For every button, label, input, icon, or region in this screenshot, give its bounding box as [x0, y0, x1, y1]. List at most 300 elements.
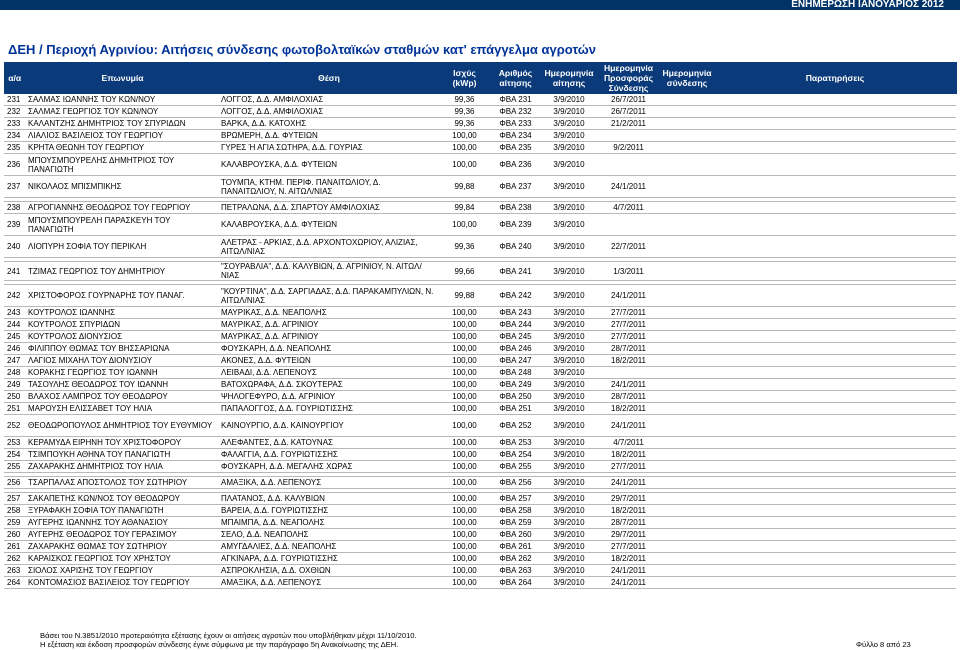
cell-remarks — [714, 106, 956, 118]
cell-app-number: ΦΒΑ 258 — [490, 505, 541, 517]
cell-app-date: 3/9/2010 — [541, 285, 597, 307]
table-row — [4, 403, 956, 415]
cell-location: ΣΕΛΟ, Δ.Δ. ΝΕΑΠΟΛΗΣ — [219, 529, 439, 541]
cell-remarks — [714, 202, 956, 214]
cell-name: ΚΑΡΑΙΣΚΟΣ ΓΕΩΡΓΙΟΣ ΤΟΥ ΧΡΗΣΤΟΥ — [26, 553, 219, 565]
cell-app-date: 3/9/2010 — [541, 415, 597, 437]
cell-remarks — [714, 142, 956, 154]
cell-connection-date — [660, 142, 714, 154]
table-header-row — [4, 62, 956, 94]
table-row — [4, 130, 956, 142]
table-row — [4, 202, 956, 214]
table-row — [4, 449, 956, 461]
cell-app-date: 3/9/2010 — [541, 130, 597, 142]
cell-aa: 255 — [4, 461, 26, 473]
cell-offer-date: 24/1/2011 — [597, 415, 660, 437]
cell-app-number: ΦΒΑ 250 — [490, 391, 541, 403]
table-row — [4, 106, 956, 118]
table-row — [4, 461, 956, 473]
table-row — [4, 391, 956, 403]
cell-power: 99,36 — [439, 94, 490, 106]
cell-app-date: 3/9/2010 — [541, 214, 597, 236]
cell-remarks — [714, 391, 956, 403]
cell-app-date: 3/9/2010 — [541, 437, 597, 449]
cell-location: "ΚΟΥΡΤΙΝΑ", Δ.Δ. ΣΑΡΓΙΑΔΑΣ, Δ.Δ. ΠΑΡΑΚΑΜΠΥΛΙΩΝ, Ν. ΑΙΤΩΛ/ΝΙΑΣ — [219, 285, 439, 307]
cell-name: ΖΑΧΑΡΑΚΗΣ ΔΗΜΗΤΡΙΟΣ ΤΟΥ ΗΛΙΑ — [26, 461, 219, 473]
cell-app-date: 3/9/2010 — [541, 319, 597, 331]
cell-power: 100,00 — [439, 343, 490, 355]
table-row — [4, 307, 956, 319]
cell-connection-date — [660, 505, 714, 517]
col-header-name: Επωνυμία — [26, 62, 219, 94]
cell-app-number: ΦΒΑ 256 — [490, 477, 541, 489]
table-row — [4, 214, 956, 236]
cell-connection-date — [660, 541, 714, 553]
cell-offer-date: 24/1/2011 — [597, 379, 660, 391]
cell-location: ΠΕΤΡΑΛΩΝΑ, Δ.Δ. ΣΠΑΡΤΟΥ ΑΜΦΙΛΟΧΙΑΣ — [219, 202, 439, 214]
applications-table — [4, 62, 957, 589]
cell-name: ΚΟΡΑΚΗΣ ΓΕΩΡΓΙΟΣ ΤΟΥ ΙΩΑΝΝΗ — [26, 367, 219, 379]
cell-app-number: ΦΒΑ 254 — [490, 449, 541, 461]
cell-aa: 263 — [4, 565, 26, 577]
cell-power: 100,00 — [439, 553, 490, 565]
update-label: ΕΝΗΜΕΡΩΣΗ ΙΑΝΟΥΑΡΙΟΣ 2012 — [791, 0, 944, 10]
table-row — [4, 142, 956, 154]
cell-name: ΤΣΑΡΠΑΛΑΣ ΑΠΟΣΤΟΛΟΣ ΤΟΥ ΣΩΤΗΡΙΟΥ — [26, 477, 219, 489]
cell-app-date: 3/9/2010 — [541, 176, 597, 198]
cell-app-number: ΦΒΑ 231 — [490, 94, 541, 106]
cell-offer-date: 27/7/2011 — [597, 541, 660, 553]
cell-connection-date — [660, 553, 714, 565]
cell-app-date: 3/9/2010 — [541, 367, 597, 379]
cell-location: ΑΜΑΞΙΚΑ, Δ.Δ. ΛΕΠΕΝΟΥΣ — [219, 577, 439, 589]
cell-location: ΦΟΥΣΚΑΡΗ, Δ.Δ. ΜΕΓΑΛΗΣ ΧΩΡΑΣ — [219, 461, 439, 473]
table-row — [4, 415, 956, 437]
cell-name: ΝΙΚΟΛΑΟΣ ΜΠΙΣΜΠΙΚΗΣ — [26, 176, 219, 198]
cell-location: ΒΑΤΟΧΩΡΑΦΑ, Δ.Δ. ΣΚΟΥΤΕΡΑΣ — [219, 379, 439, 391]
cell-offer-date: 24/1/2011 — [597, 477, 660, 489]
table-row — [4, 437, 956, 449]
cell-location: ΠΑΠΑΛΟΓΓΟΣ, Δ.Δ. ΓΟΥΡΙΩΤΙΣΣΗΣ — [219, 403, 439, 415]
cell-app-date: 3/9/2010 — [541, 565, 597, 577]
table-row — [4, 94, 956, 106]
cell-app-date: 3/9/2010 — [541, 106, 597, 118]
cell-aa: 264 — [4, 577, 26, 589]
cell-power: 100,00 — [439, 505, 490, 517]
cell-aa: 236 — [4, 154, 26, 176]
cell-location: ΒΡΩΜΕΡΗ, Δ.Δ. ΦΥΤΕΙΩΝ — [219, 130, 439, 142]
table-row — [4, 343, 956, 355]
cell-location: ΑΚΟΝΕΣ, Δ.Δ. ΦΥΤΕΙΩΝ — [219, 355, 439, 367]
cell-aa: 249 — [4, 379, 26, 391]
cell-offer-date: 27/7/2011 — [597, 461, 660, 473]
cell-app-date: 3/9/2010 — [541, 154, 597, 176]
cell-app-date: 3/9/2010 — [541, 142, 597, 154]
cell-aa: 234 — [4, 130, 26, 142]
cell-remarks — [714, 437, 956, 449]
cell-connection-date — [660, 437, 714, 449]
cell-remarks — [714, 176, 956, 198]
cell-app-number: ΦΒΑ 261 — [490, 541, 541, 553]
table-row — [4, 517, 956, 529]
cell-aa: 259 — [4, 517, 26, 529]
cell-power: 100,00 — [439, 415, 490, 437]
table-row — [4, 565, 956, 577]
cell-remarks — [714, 285, 956, 307]
cell-location: ΦΟΥΣΚΑΡΗ, Δ.Δ. ΝΕΑΠΟΛΗΣ — [219, 343, 439, 355]
cell-aa: 235 — [4, 142, 26, 154]
cell-name: ΣΑΛΜΑΣ ΓΕΩΡΓΙΟΣ ΤΟΥ ΚΩΝ/ΝΟΥ — [26, 106, 219, 118]
cell-power: 99,84 — [439, 202, 490, 214]
cell-app-date: 3/9/2010 — [541, 403, 597, 415]
cell-offer-date: 26/7/2011 — [597, 94, 660, 106]
cell-name: ΑΥΓΕΡΗΣ ΘΕΟΔΩΡΟΣ ΤΟΥ ΓΕΡΑΣΙΜΟΥ — [26, 529, 219, 541]
col-header-remarks: Παρατηρήσεις — [714, 62, 956, 94]
cell-remarks — [714, 529, 956, 541]
cell-connection-date — [660, 202, 714, 214]
cell-aa: 252 — [4, 415, 26, 437]
cell-remarks — [714, 461, 956, 473]
cell-offer-date — [597, 154, 660, 176]
cell-aa: 250 — [4, 391, 26, 403]
table-row — [4, 493, 956, 505]
cell-name: ΣΙΟΛΟΣ ΧΑΡΙΣΗΣ ΤΟΥ ΓΕΩΡΓΙΟΥ — [26, 565, 219, 577]
cell-location: ΦΑΛΑΓΓΙΑ, Δ.Δ. ΓΟΥΡΙΩΤΙΣΣΗΣ — [219, 449, 439, 461]
cell-aa: 253 — [4, 437, 26, 449]
cell-app-number: ΦΒΑ 260 — [490, 529, 541, 541]
cell-aa: 248 — [4, 367, 26, 379]
cell-power: 100,00 — [439, 379, 490, 391]
cell-offer-date: 24/1/2011 — [597, 577, 660, 589]
table-row — [4, 285, 956, 307]
cell-power: 100,00 — [439, 307, 490, 319]
cell-app-number: ΦΒΑ 242 — [490, 285, 541, 307]
cell-power: 100,00 — [439, 214, 490, 236]
table-row — [4, 541, 956, 553]
cell-app-date: 3/9/2010 — [541, 529, 597, 541]
col-header-offer-date: Ημερομηνία Προσφοράς Σύνδεσης — [597, 62, 660, 94]
cell-app-date: 3/9/2010 — [541, 477, 597, 489]
cell-aa: 240 — [4, 236, 26, 258]
cell-app-number: ΦΒΑ 236 — [490, 154, 541, 176]
cell-remarks — [714, 577, 956, 589]
table-row — [4, 176, 956, 198]
cell-connection-date — [660, 285, 714, 307]
cell-connection-date — [660, 343, 714, 355]
cell-connection-date — [660, 118, 714, 130]
cell-aa: 232 — [4, 106, 26, 118]
cell-remarks — [714, 517, 956, 529]
cell-connection-date — [660, 461, 714, 473]
cell-connection-date — [660, 379, 714, 391]
col-header-aa: α/α — [4, 62, 26, 94]
cell-remarks — [714, 214, 956, 236]
cell-remarks — [714, 379, 956, 391]
cell-offer-date: 18/2/2011 — [597, 553, 660, 565]
cell-name: ΑΥΓΕΡΗΣ ΙΩΑΝΝΗΣ ΤΟΥ ΑΘΑΝΑΣΙΟΥ — [26, 517, 219, 529]
cell-offer-date: 29/7/2011 — [597, 493, 660, 505]
cell-app-date: 3/9/2010 — [541, 505, 597, 517]
cell-remarks — [714, 477, 956, 489]
cell-app-number: ΦΒΑ 240 — [490, 236, 541, 258]
cell-location: ΑΣΠΡΟΚΛΗΣΙΑ, Δ.Δ. ΟΧΘΙΩΝ — [219, 565, 439, 577]
cell-app-number: ΦΒΑ 246 — [490, 343, 541, 355]
cell-remarks — [714, 154, 956, 176]
cell-aa: 244 — [4, 319, 26, 331]
cell-name: ΚΟΥΤΡΟΛΟΣ ΔΙΟΝΥΣΙΟΣ — [26, 331, 219, 343]
cell-connection-date — [660, 517, 714, 529]
cell-offer-date: 27/7/2011 — [597, 307, 660, 319]
cell-location: ΓΥΡΕΣ Ή ΑΓΙΑ ΣΩΤΗΡΑ, Δ.Δ. ΓΟΥΡΙΑΣ — [219, 142, 439, 154]
footer-note-1: Βάσει του Ν.3851/2010 προτεραιότητα εξέτασης έχουν οι αιτήσεις αγροτών που υποβλήθηκαν μέχρι 11/10/2010. — [40, 631, 417, 640]
table-row — [4, 118, 956, 130]
cell-offer-date: 26/7/2011 — [597, 106, 660, 118]
cell-power: 99,36 — [439, 118, 490, 130]
cell-location: ΛΕΙΒΑΔΙ, Δ.Δ. ΛΕΠΕΝΟΥΣ — [219, 367, 439, 379]
cell-power: 100,00 — [439, 477, 490, 489]
cell-connection-date — [660, 106, 714, 118]
cell-connection-date — [660, 565, 714, 577]
cell-app-number: ΦΒΑ 244 — [490, 319, 541, 331]
cell-offer-date: 18/2/2011 — [597, 403, 660, 415]
cell-connection-date — [660, 176, 714, 198]
cell-remarks — [714, 355, 956, 367]
cell-app-number: ΦΒΑ 249 — [490, 379, 541, 391]
cell-name: ΑΓΡΟΓΙΑΝΝΗΣ ΘΕΟΔΩΡΟΣ ΤΟΥ ΓΕΩΡΓΙΟΥ — [26, 202, 219, 214]
cell-offer-date: 29/7/2011 — [597, 529, 660, 541]
cell-remarks — [714, 307, 956, 319]
cell-offer-date: 28/7/2011 — [597, 517, 660, 529]
table-row — [4, 262, 956, 281]
cell-aa: 243 — [4, 307, 26, 319]
cell-location: ΨΗΛΟΓΕΦΥΡΟ, Δ.Δ. ΑΓΡΙΝΙΟΥ — [219, 391, 439, 403]
cell-aa: 258 — [4, 505, 26, 517]
cell-name: ΛΙΟΠΥΡΗ ΣΟΦΙΑ ΤΟΥ ΠΕΡΙΚΛΗ — [26, 236, 219, 258]
cell-offer-date: 27/7/2011 — [597, 319, 660, 331]
cell-power: 100,00 — [439, 541, 490, 553]
cell-aa: 237 — [4, 176, 26, 198]
cell-app-number: ΦΒΑ 232 — [490, 106, 541, 118]
cell-remarks — [714, 236, 956, 258]
cell-app-date: 3/9/2010 — [541, 94, 597, 106]
cell-remarks — [714, 94, 956, 106]
table-row — [4, 154, 956, 176]
cell-power: 100,00 — [439, 577, 490, 589]
cell-remarks — [714, 130, 956, 142]
cell-offer-date: 18/2/2011 — [597, 449, 660, 461]
cell-app-date: 3/9/2010 — [541, 307, 597, 319]
cell-app-number: ΦΒΑ 259 — [490, 517, 541, 529]
cell-app-date: 3/9/2010 — [541, 118, 597, 130]
cell-name: ΚΟΥΤΡΟΛΟΣ ΙΩΑΝΝΗΣ — [26, 307, 219, 319]
cell-remarks — [714, 262, 956, 281]
cell-app-number: ΦΒΑ 253 — [490, 437, 541, 449]
cell-offer-date — [597, 367, 660, 379]
cell-name: ΚΑΛΑΝΤΖΗΣ ΔΗΜΗΤΡΙΟΣ ΤΟΥ ΣΠΥΡΙΔΩΝ — [26, 118, 219, 130]
cell-remarks — [714, 343, 956, 355]
cell-aa: 256 — [4, 477, 26, 489]
cell-app-number: ΦΒΑ 238 — [490, 202, 541, 214]
table-row — [4, 367, 956, 379]
cell-offer-date — [597, 214, 660, 236]
cell-remarks — [714, 118, 956, 130]
cell-aa: 246 — [4, 343, 26, 355]
cell-name: ΚΡΗΤΑ ΘΕΩΝΗ ΤΟΥ ΓΕΩΡΓΙΟΥ — [26, 142, 219, 154]
page-title: ΔΕΗ / Περιοχή Αγρινίου: Αιτήσεις σύνδεσης φωτοβολταϊκών σταθμών κατ' επάγγελμα αγροτών — [8, 42, 597, 57]
cell-app-date: 3/9/2010 — [541, 541, 597, 553]
cell-app-date: 3/9/2010 — [541, 449, 597, 461]
cell-app-number: ΦΒΑ 239 — [490, 214, 541, 236]
cell-power: 100,00 — [439, 355, 490, 367]
cell-power: 99,66 — [439, 262, 490, 281]
cell-app-date: 3/9/2010 — [541, 343, 597, 355]
cell-power: 99,88 — [439, 176, 490, 198]
cell-connection-date — [660, 577, 714, 589]
cell-aa: 233 — [4, 118, 26, 130]
cell-power: 100,00 — [439, 319, 490, 331]
cell-remarks — [714, 367, 956, 379]
cell-offer-date: 28/7/2011 — [597, 391, 660, 403]
cell-app-number: ΦΒΑ 252 — [490, 415, 541, 437]
cell-location: ΜΑΥΡΙΚΑΣ, Δ.Δ. ΑΓΡΙΝΙΟΥ — [219, 331, 439, 343]
cell-aa: 231 — [4, 94, 26, 106]
cell-power: 99,36 — [439, 106, 490, 118]
cell-app-number: ΦΒΑ 251 — [490, 403, 541, 415]
footer-note-2: Η εξέταση και έκδοση προσφορών σύνδεσης έγινε σύμφωνα με την παράγραφο 5η Ανακοίνωσης της ΔΕΗ. — [40, 640, 399, 649]
cell-aa: 241 — [4, 262, 26, 281]
cell-aa: 254 — [4, 449, 26, 461]
cell-app-number: ΦΒΑ 243 — [490, 307, 541, 319]
cell-name: ΦΙΛΙΠΠΟΥ ΘΩΜΑΣ ΤΟΥ ΒΗΣΣΑΡΙΩΝΑ — [26, 343, 219, 355]
cell-name: ΜΠΟΥΣΜΠΟΥΡΕΛΗ ΠΑΡΑΣΚΕΥΗ ΤΟΥ ΠΑΝΑΓΙΩΤΗ — [26, 214, 219, 236]
cell-power: 100,00 — [439, 437, 490, 449]
cell-power: 100,00 — [439, 493, 490, 505]
table-row — [4, 355, 956, 367]
cell-name: ΚΟΝΤΟΜΑΣΙΟΣ ΒΑΣΙΛΕΙΟΣ ΤΟΥ ΓΕΩΡΓΙΟΥ — [26, 577, 219, 589]
cell-offer-date: 24/1/2011 — [597, 565, 660, 577]
cell-location: ΠΛΑΤΑΝΟΣ, Δ.Δ. ΚΑΛΥΒΙΩΝ — [219, 493, 439, 505]
cell-app-date: 3/9/2010 — [541, 577, 597, 589]
cell-offer-date: 1/3/2011 — [597, 262, 660, 281]
page-number: Φύλλο 8 από 23 — [856, 640, 911, 649]
cell-name: ΚΕΡΑΜΥΔΑ ΕΙΡΗΝΗ ΤΟΥ ΧΡΙΣΤΟΦΟΡΟΥ — [26, 437, 219, 449]
cell-power: 99,36 — [439, 236, 490, 258]
table-row — [4, 529, 956, 541]
cell-location: ΜΑΥΡΙΚΑΣ, Δ.Δ. ΑΓΡΙΝΙΟΥ — [219, 319, 439, 331]
cell-app-number: ΦΒΑ 241 — [490, 262, 541, 281]
cell-location: ΜΑΥΡΙΚΑΣ, Δ.Δ. ΝΕΑΠΟΛΗΣ — [219, 307, 439, 319]
cell-power: 100,00 — [439, 449, 490, 461]
cell-power: 100,00 — [439, 565, 490, 577]
cell-connection-date — [660, 355, 714, 367]
cell-name: ΣΑΚΑΠΕΤΗΣ ΚΩΝ/ΝΟΣ ΤΟΥ ΘΕΟΔΩΡΟΥ — [26, 493, 219, 505]
cell-location: ΑΛΕΦΑΝΤΕΣ, Δ.Δ. ΚΑΤΟΥΝΑΣ — [219, 437, 439, 449]
cell-power: 99,88 — [439, 285, 490, 307]
cell-location: ΤΟΥΜΠΑ, ΚΤΗΜ. ΠΕΡΙΦ. ΠΑΝΑΙΤΩΛΙΟΥ, Δ. ΠΑΝΑΙΤΩΛΙΟΥ, Ν. ΑΙΤΩΛ/ΝΙΑΣ — [219, 176, 439, 198]
table-row — [4, 331, 956, 343]
footer-notes — [40, 631, 417, 649]
cell-connection-date — [660, 262, 714, 281]
cell-location: ΑΛΕΤΡΑΣ - ΑΡΚΙΑΣ, Δ.Δ. ΑΡΧΟΝΤΟΧΩΡΙΟΥ, ΑΛΙΖΙΑΣ, ΑΙΤΩΛ/ΝΙΑΣ — [219, 236, 439, 258]
cell-power: 100,00 — [439, 130, 490, 142]
cell-connection-date — [660, 94, 714, 106]
cell-aa: 245 — [4, 331, 26, 343]
cell-app-date: 3/9/2010 — [541, 379, 597, 391]
cell-app-date: 3/9/2010 — [541, 493, 597, 505]
cell-location: ΛΟΓΓΟΣ, Δ.Δ. ΑΜΦΙΛΟΧΙΑΣ — [219, 106, 439, 118]
cell-offer-date: 24/1/2011 — [597, 176, 660, 198]
cell-name: ΖΑΧΑΡΑΚΗΣ ΘΩΜΑΣ ΤΟΥ ΣΩΤΗΡΙΟΥ — [26, 541, 219, 553]
cell-app-date: 3/9/2010 — [541, 262, 597, 281]
cell-name: ΧΡΙΣΤΟΦΟΡΟΣ ΓΟΥΡΝΑΡΗΣ ΤΟΥ ΠΑΝΑΓ. — [26, 285, 219, 307]
cell-app-number: ΦΒΑ 257 — [490, 493, 541, 505]
cell-power: 100,00 — [439, 154, 490, 176]
top-header-bar — [0, 0, 960, 10]
cell-aa: 251 — [4, 403, 26, 415]
cell-name: ΜΑΡΟΥΣΗ ΕΛΙΣΣΑΒΕΤ ΤΟΥ ΗΛΙΑ — [26, 403, 219, 415]
cell-name: ΤΑΣΟΥΛΗΣ ΘΕΟΔΩΡΟΣ ΤΟΥ ΙΩΑΝΝΗ — [26, 379, 219, 391]
cell-connection-date — [660, 331, 714, 343]
cell-location: ΑΓΚΙΝΑΡΑ, Δ.Δ. ΓΟΥΡΙΩΤΙΣΣΗΣ — [219, 553, 439, 565]
cell-remarks — [714, 449, 956, 461]
table-row — [4, 236, 956, 258]
col-header-connection-date: Ημερομηνία σύνδεσης — [660, 62, 714, 94]
cell-remarks — [714, 319, 956, 331]
cell-location: "ΣΟΥΡΑΒΛΙΑ", Δ.Δ. ΚΑΛΥΒΙΩΝ, Δ. ΑΓΡΙΝΙΟΥ, Ν. ΑΙΤΩΛ/ΝΙΑΣ — [219, 262, 439, 281]
cell-power: 100,00 — [439, 403, 490, 415]
cell-connection-date — [660, 415, 714, 437]
cell-offer-date: 18/2/2011 — [597, 355, 660, 367]
cell-app-date: 3/9/2010 — [541, 236, 597, 258]
cell-offer-date — [597, 130, 660, 142]
cell-name: ΘΕΟΔΩΡΟΠΟΥΛΟΣ ΔΗΜΗΤΡΙΟΣ ΤΟΥ ΕΥΘΥΜΙΟΥ — [26, 415, 219, 437]
cell-app-number: ΦΒΑ 245 — [490, 331, 541, 343]
cell-name: ΤΣΙΜΠΟΥΚΗ ΑΘΗΝΑ ΤΟΥ ΠΑΝΑΓΙΩΤΗ — [26, 449, 219, 461]
cell-remarks — [714, 403, 956, 415]
cell-remarks — [714, 505, 956, 517]
cell-location: ΚΑΛΑΒΡΟΥΣΚΑ, Δ.Δ. ΦΥΤΕΙΩΝ — [219, 154, 439, 176]
cell-offer-date: 27/7/2011 — [597, 331, 660, 343]
cell-remarks — [714, 553, 956, 565]
cell-location: ΑΜΑΞΙΚΑ, Δ.Δ. ΛΕΠΕΝΟΥΣ — [219, 477, 439, 489]
cell-connection-date — [660, 449, 714, 461]
table-row — [4, 477, 956, 489]
cell-app-date: 3/9/2010 — [541, 391, 597, 403]
cell-connection-date — [660, 154, 714, 176]
cell-location: ΚΑΛΑΒΡΟΥΣΚΑ, Δ.Δ. ΦΥΤΕΙΩΝ — [219, 214, 439, 236]
cell-name: ΣΑΛΜΑΣ ΙΩΑΝΝΗΣ ΤΟΥ ΚΩΝ/ΝΟΥ — [26, 94, 219, 106]
cell-app-date: 3/9/2010 — [541, 331, 597, 343]
cell-power: 100,00 — [439, 367, 490, 379]
cell-app-number: ΦΒΑ 234 — [490, 130, 541, 142]
cell-aa: 238 — [4, 202, 26, 214]
cell-connection-date — [660, 403, 714, 415]
cell-app-date: 3/9/2010 — [541, 553, 597, 565]
cell-connection-date — [660, 130, 714, 142]
cell-app-date: 3/9/2010 — [541, 202, 597, 214]
cell-remarks — [714, 565, 956, 577]
cell-name: ΜΠΟΥΣΜΠΟΥΡΕΛΗΣ ΔΗΜΗΤΡΙΟΣ ΤΟΥ ΠΑΝΑΓΙΩΤΗ — [26, 154, 219, 176]
cell-name: ΤΖΙΜΑΣ ΓΕΩΡΓΙΟΣ ΤΟΥ ΔΗΜΗΤΡΙΟΥ — [26, 262, 219, 281]
cell-remarks — [714, 415, 956, 437]
cell-location: ΒΑΡΕΙΑ, Δ.Δ. ΓΟΥΡΙΩΤΙΣΣΗΣ — [219, 505, 439, 517]
cell-power: 100,00 — [439, 331, 490, 343]
col-header-power: Ισχύς (kWp) — [439, 62, 490, 94]
cell-offer-date: 28/7/2011 — [597, 343, 660, 355]
cell-offer-date: 9/2/2011 — [597, 142, 660, 154]
cell-app-number: ΦΒΑ 263 — [490, 565, 541, 577]
col-header-location: Θέση — [219, 62, 439, 94]
